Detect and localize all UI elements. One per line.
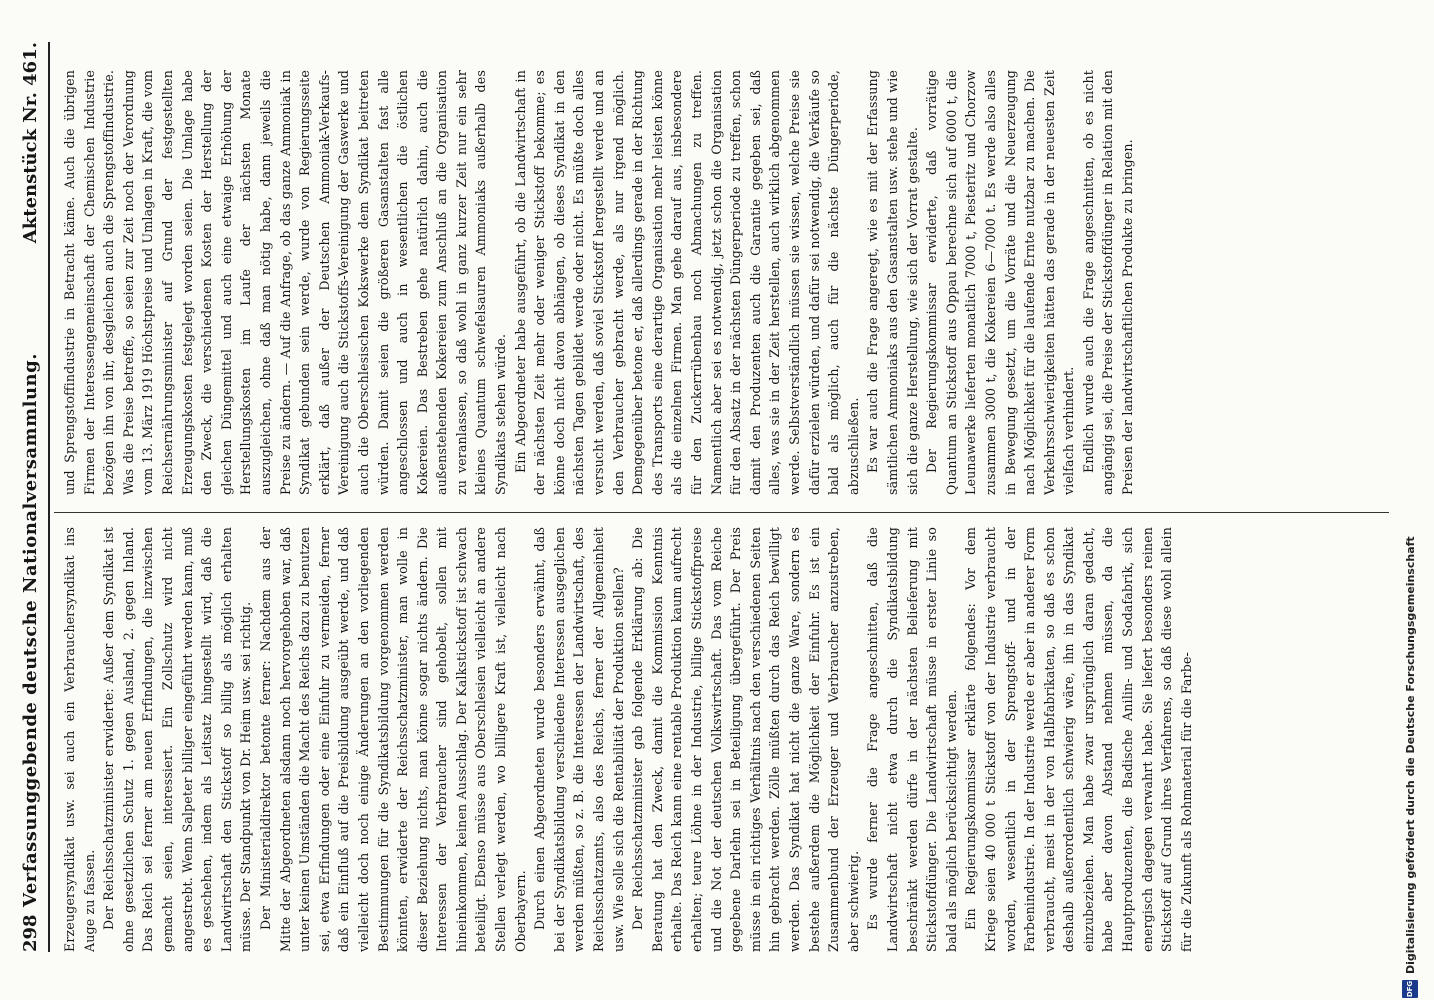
header-rule <box>48 42 50 952</box>
paragraph: Der Reichsschatzminister erwiderte: Außer dem Syndikat ist ohne gesetzlichen Schutz 1. gegen Ausland, 2. gegen Inland. Das Reich sei ferner am neuen Erfindungen, die inzwischen gemacht seien, interessiert. Ein Zollschutz wird nicht angestrebt. Wenn Salpeter billiger eingeführt werden kann, muß es geschehen, indem als Leitsatz hingestellt wird, daß die Landwirtschaft den Stickstoff so billig als möglich erhalten müsse. Der Standpunkt von Dr. Heim usw. sei richtig. <box>101 527 254 952</box>
digitization-credit <box>1392 0 1434 1000</box>
paragraph: Endlich wurde auch die Frage angeschnitten, ob es nicht angängig sei, die Preise der Stickstoffdünger in Relation mit den Preisen der landwirtschaftlichen Produkte zu bringen. <box>1080 70 1136 495</box>
paragraph: Erzeugersyndikat usw. sei auch ein Verbrauchersyndikat ins Auge zu fassen. <box>62 527 97 952</box>
paragraph: und Sprengstoffindustrie in Betracht käme. Auch die übrigen Firmen der Interessengemeinschaft der Chemischen Industrie bezögen ihn von ihr, desgleichen auch die Sprengstoffindustrie. Was die Preise betreffe, so seien zur Zeit noch der Verordnung vom 13. März 1919 Höchstpreise und Umlagen in Kraft, die vom Reichsernährungsminister auf Grund der festgestellten Erzeugungskosten festgelegt worden seien. Die Umlage habe den Zweck, die verschiedenen Kosten der Herstellung der gleichen Düngemittel und auch eine etwaige Erhöhung der Herstellungskosten im Laufe der nächsten Monate auszugleichen, ohne daß man nötig habe, dann jeweils die Preise zu ändern. — Auf die Anfrage, ob das ganze Ammoniak in Syndikat gebunden sein werde, wurde von Regierungsseite erklärt, daß außer der Deutschen Ammoniak-Verkaufs-Vereinigung auch die Stickstoffs-Vereinigung der Gaswerke und auch die Oberschlesischen Kokswerke dem Syndikat beitreten würden. Damit seien die größeren Gasanstalten fast alle angeschlossen und auch in wesentlichen die östlichen Kokereien. Das Bestreben gehe natürlich dahin, auch die außenstehenden Kokereien zum Anschluß an die Organisation zu veranlassen, so daß wohl in ganz kurzer Zeit nur ein sehr kleines Quantum schwefelsauren Ammoniaks außerhalb des Syndikats stehen würde. <box>62 70 509 495</box>
document-number: Aktenstück Nr. 461. <box>20 42 41 244</box>
paragraph: Es wurde ferner die Frage angeschnitten, daß die Landwirtschaft nicht etwa durch die Syndikatsbildung beschränkt werden dürfe in der nächsten Belieferung mit Stickstoffdünger. Die Landwirtschaft müsse in erster Linie so bald als möglich berücksichtigt werden. <box>865 527 959 952</box>
paragraph: Der Regierungskommissar erwiderte, daß vorrätige Quantum an Stickstoff aus Oppau berechne sich auf 6000 t, die Leunawerke lieferten monatlich 7000 t, Piesteritz und Chorzow zusammen 3000 t, die Kokereien 6—7000 t. Es werde also alles in Bewegung gesetzt, um die Vorräte und die Neuerzeugung nach Möglichkeit für die laufende Ernte nutzbar zu machen. Die Verkehrsschwierigkeiten hätten das gerade in der neuesten Zeit vielfach verhindert. <box>924 70 1077 495</box>
left-column <box>60 527 1390 952</box>
page-header <box>10 42 50 952</box>
paragraph: Es war auch die Frage angeregt, wie es mit der Erfassung sämtlichen Ammoniaks aus den Gasanstalten usw. stehe und wie sich die ganze Herstellung, wie sich der Vorrat gestalte. <box>865 70 920 495</box>
credit-text: Digitalisierung gefördert durch die Deutsche Forschungsgemeinschaft <box>1404 536 1417 974</box>
paragraph: Der Ministerialdirektor betonte ferner: Nachdem aus der Mitte der Abgeordneten alsdann noch hervorgehoben war, daß unter keinen Umständen die Macht des Reichs dazu zu benutzen sei, etwa Erfindungen oder eine Einfuhr zu vermeiden, ferner daß ein Einfluß auf die Preisbildung ausgeübt werde, und daß vielleicht doch noch einige Änderungen an den vorliegenden Bestimmungen für die Syndikatsbildung vorgenommen werden könnten, erwiderte der Reichsschatzminister, man wolle in dieser Beziehung nichts, man könne sogar nichts ändern. Die Interessen der Verbraucher sind gehobelt, sollen mit hineinkommen, keinen Ausschlag. Der Kalkstickstoff ist schwach beteiligt. Ebenso müsse aus Oberschlesien vielleicht an andere Stellen verlegt werden, wo billigere Kraft ist, vielleicht nach Oberbayern. <box>257 527 528 952</box>
paragraph: Durch einen Abgeordneten wurde besonders erwähnt, daß bei der Syndikatsbildung verschiedene Interessen ausgeglichen werden müßten, so z. B. die Interessen der Landwirtschaft, des Reichsschatzamts, also des Reichs, ferner der Allgemeinheit usw. Wie solle sich die Rentabilität der Produktion stellen? <box>532 527 626 952</box>
column-divider <box>54 512 1389 513</box>
paragraph: Ein Regierungskommissar erklärte folgendes: Vor dem Kriege seien 40 000 t Stickstoff von der Industrie verbraucht worden, wesentlich in der Sprengstoff- und in der Farbenindustrie. In der Industrie werde er aber in anderer Form verbraucht, meist in der von Halbfabrikaten, so daß es schon deshalb außerordentlich schwierig wäre, ihn in das Syndikat einzubeziehen. Man habe zwar ursprünglich daran gedacht, habe aber davon Abstand nehmen müssen, da die Hauptproduzenten, die Badische Anilin- und Sodafabrik, sich energisch dagegen verwahrt habe. Sie liefert besonders reinen Stickstoff auf Grund ihres Verfahrens, so daß diese wohl allein für die Zukunft als Rohmaterial für die Farbe- <box>963 527 1194 952</box>
dfg-logo-icon: DFG <box>1402 980 1418 998</box>
paragraph: Der Reichsschatzminister gab folgende Erklärung ab: Die Beratung hat den Zweck, damit die Kommission Kenntnis erhalte. Das Reich kann eine rentable Produktion kaum aufrecht erhalten; teure Löhne in der Industrie, billige Stickstoffpreise und die Not der deutschen Volkswirtschaft. Das vom Reiche gegebene Darlehn sei in Beteiligung übergeführt. Der Preis müsse in ein richtiges Verhältnis nach den verschiedenen Seiten hin gebracht werden. Zölle müßten durch das Reich bewilligt werden. Das Syndikat hat nicht die ganze Ware, sondern es bestehe außerdem die Möglichkeit der Einfuhr. Es ist ein Zusammenbund der Erzeuger und Verbraucher anzustreben, aber schwierig. <box>630 527 861 952</box>
page-title: Verfassunggebende deutsche Nationalversammlung. <box>20 353 41 907</box>
right-column <box>60 70 1390 495</box>
page-number: 298 <box>20 914 41 952</box>
paragraph: Ein Abgeordneter habe ausgeführt, ob die Landwirtschaft in der nächsten Zeit mehr oder weniger Stickstoff bekomme; es könne doch nicht davon abhängen, ob dieses Syndikat in den nächsten Tagen gebildet werde oder nicht. Es müßte doch alles versucht werden, daß soviel Stickstoff hergestellt werde und an den Verbraucher gebracht werde, als nur irgend möglich. Demgegenüber betone er, daß allerdings gerade in der Richtung des Transports eine derartige Organisation mehr leisten könne als die einzelnen Firmen. Man gehe darauf aus, insbesondere für den Zuckerrübenbau noch Abmachungen zu treffen. Namentlich aber sei es notwendig, jetzt schon die Organisation für den Absatz in der nächsten Düngerperiode zu treffen, schon damit den Produzenten auch die Garantie gegeben sei, daß alles, was sie in der Zeit herstellen, auch wirklich abgenommen werde. Selbstverständlich müssen sie wissen, welche Preise sie dafür erzielen würden, und dafür sei notwendig, die Verkäufe so bald als möglich, auch für die nächste Düngerperiode, abzuschließen. <box>512 70 861 495</box>
